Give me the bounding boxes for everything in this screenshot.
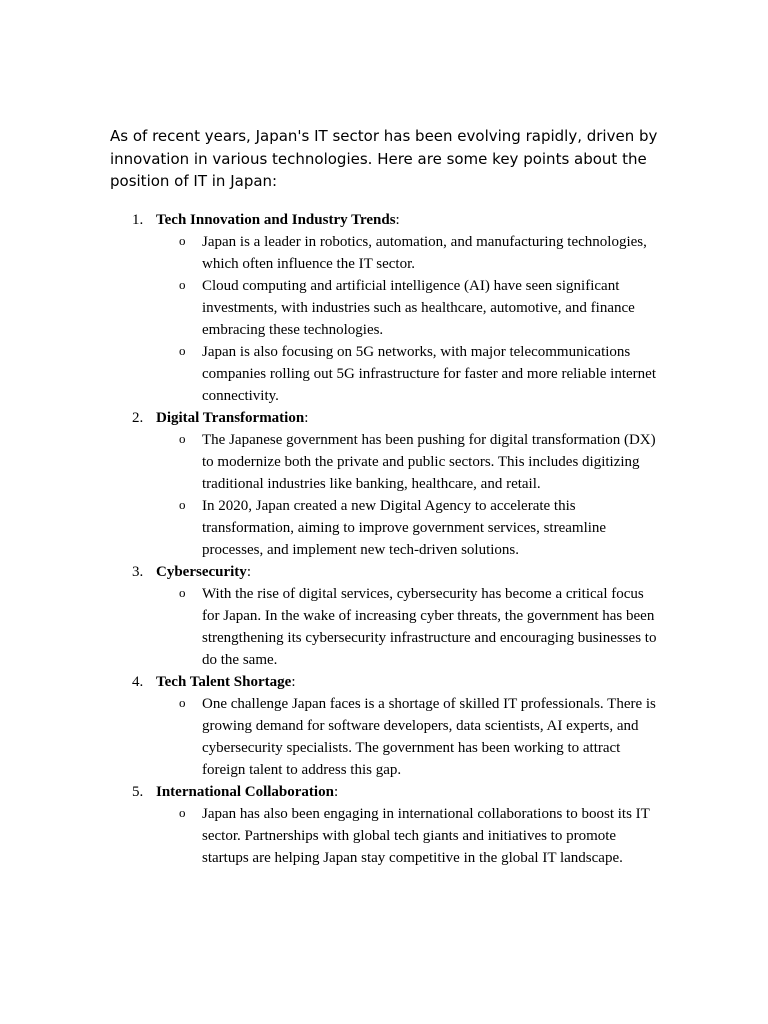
sub-point-text: Japan is a leader in robotics, automation, and manufacturing technologies, which often influence the IT sector. — [202, 234, 647, 272]
sub-point-item — [156, 275, 657, 341]
circle-bullet-icon: o — [179, 233, 186, 248]
sub-point-list — [156, 583, 670, 671]
key-point-number: 5. — [132, 784, 144, 800]
key-point-number: 2. — [132, 410, 144, 426]
key-point-title-colon: : — [333, 784, 339, 800]
key-point-title: International Collaboration — [156, 784, 334, 800]
intro-paragraph: As of recent years, Japan's IT sector has been evolving rapidly, driven by innovation in various technologies. Here are some key points about the position of IT in Japan: — [110, 127, 658, 190]
key-point-title-colon: : — [246, 564, 251, 580]
key-points-list — [110, 209, 670, 869]
sub-point-text: One challenge Japan faces is a shortage of skilled IT professionals. There is growing demand for software developers, data scientists, AI experts, and cybersecurity specialists. The government has been working to attract foreign talent to address this gap. — [202, 696, 656, 778]
circle-bullet-icon: o — [179, 805, 186, 820]
sub-point-item — [156, 231, 657, 275]
sub-point-list — [156, 803, 670, 869]
key-point-number: 3. — [132, 564, 144, 580]
key-point-item — [110, 781, 670, 869]
sub-point-text: With the rise of digital services, cybersecurity has become a critical focus for Japan. In the wake of increasing cyber threats, the government has been strengthening its cybersecurity infrastructure and encouraging businesses to do the same. — [202, 586, 657, 668]
sub-point-text: The Japanese government has been pushing for digital transformation (DX) to modernize both the private and public sectors. This includes digitizing traditional industries like banking, healthcare, and retail. — [202, 432, 656, 492]
key-point-title-colon: : — [291, 674, 296, 690]
circle-bullet-icon: o — [179, 585, 186, 600]
sub-point-item — [156, 495, 657, 561]
circle-bullet-icon: o — [179, 497, 186, 512]
key-point-title: Tech Talent Shortage — [156, 674, 292, 690]
key-point-item — [110, 407, 670, 561]
sub-point-item — [156, 583, 657, 671]
sub-point-item — [156, 429, 657, 495]
key-point-item — [110, 209, 670, 407]
sub-point-list — [156, 693, 670, 781]
key-point-title: Cybersecurity — [156, 564, 247, 580]
key-point-title: Tech Innovation and Industry Trends — [156, 212, 396, 228]
circle-bullet-icon: o — [179, 695, 186, 710]
key-point-title: Digital Transformation — [156, 410, 305, 426]
sub-point-item — [156, 693, 657, 781]
sub-point-text: Japan has also been engaging in international collaborations to boost its IT sector. Partnerships with global tech giants and initiatives to promote startups are helping Japan stay competitive in the global IT landscape. — [202, 806, 650, 866]
sub-point-text: In 2020, Japan created a new Digital Agency to accelerate this transformation, aiming to improve government services, streamline processes, and implement new tech-driven solutions. — [202, 498, 607, 558]
sub-point-item — [156, 341, 657, 407]
sub-point-text: Japan is also focusing on 5G networks, with major telecommunications companies rolling out 5G infrastructure for faster and more reliable internet connectivity. — [202, 344, 656, 404]
sub-point-text: Cloud computing and artificial intelligence (AI) have seen significant investments, with industries such as healthcare, automotive, and finance embracing these technologies. — [202, 278, 635, 338]
key-point-number: 4. — [132, 674, 144, 690]
sub-point-list — [156, 231, 670, 407]
key-point-item — [110, 561, 670, 671]
key-point-title-colon: : — [304, 410, 309, 426]
circle-bullet-icon: o — [179, 431, 186, 446]
circle-bullet-icon: o — [179, 343, 186, 358]
key-point-number: 1. — [132, 212, 144, 228]
sub-point-item — [156, 803, 657, 869]
key-point-item — [110, 671, 670, 781]
circle-bullet-icon: o — [179, 277, 186, 292]
key-point-title-colon: : — [395, 212, 400, 228]
sub-point-list — [156, 429, 670, 561]
